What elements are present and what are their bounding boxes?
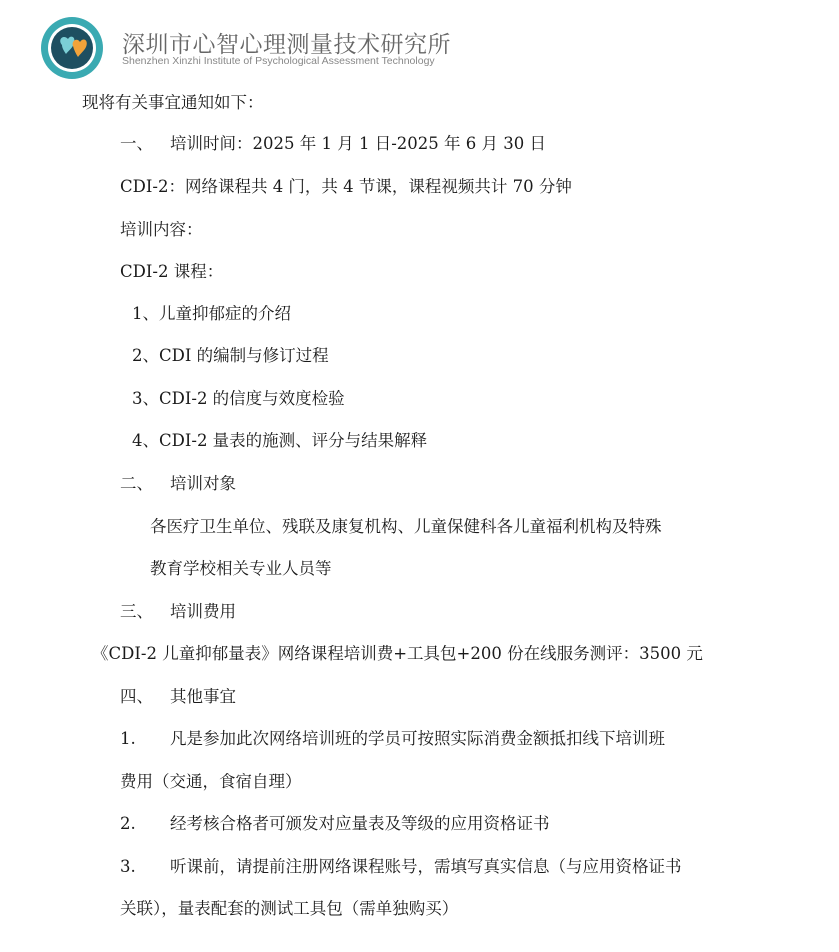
section-3-title: 培训费用 [170,602,236,621]
other-item-3-number: 3. [120,857,136,876]
section-4-heading [120,689,236,706]
other-item-2 [120,816,550,833]
section-4-number: 四、 [120,687,153,706]
other-item-1-line-2: 费用（交通，食宿自理） [120,772,302,791]
section-4-title: 其他事宜 [170,687,236,706]
fee-line: 《CDI-2 儿童抑郁量表》网络课程培训费+工具包+200 份在线服务测评：3500 元 [92,644,703,663]
institute-logo [40,16,104,80]
section-3-number: 三、 [120,602,153,621]
section-1-heading [120,136,546,153]
letterhead [40,16,640,82]
course-summary: CDI-2：网络课程共 4 门，共 4 节课，课程视频共计 70 分钟 [120,177,572,196]
other-item-3-line-1: 听课前，请提前注册网络课程账号，需填写真实信息（与应用资格证书 [170,857,682,876]
section-2-title: 培训对象 [170,474,236,493]
course-item-4: 4、CDI-2 量表的施测、评分与结果解释 [132,431,428,450]
section-2-heading [120,476,236,493]
other-item-3 [120,859,682,876]
other-item-1 [120,731,665,748]
other-item-3-line-2: 关联），量表配套的测试工具包（需单独购买） [120,899,459,918]
course-item-1: 1、儿童抑郁症的介绍 [132,304,291,323]
other-item-1-line-1: 凡是参加此次网络培训班的学员可按照实际消费金额抵扣线下培训班 [170,729,665,748]
intro-text: 现将有关事宜通知如下： [82,93,264,112]
other-item-1-number: 1. [120,729,136,748]
organization-name-cn: 深圳市心智心理测量技术研究所 [122,32,451,58]
section-1-title: 培训时间：2025 年 1 月 1 日-2025 年 6 月 30 日 [170,134,546,153]
content-label: 培训内容： [120,220,203,239]
section-2-number: 二、 [120,474,153,493]
organization-name-en: Shenzhen Xinzhi Institute of Psychological Assessment Technology [122,55,435,67]
other-item-2-number: 2. [120,814,136,833]
other-item-2-line-1: 经考核合格者可颁发对应量表及等级的应用资格证书 [170,814,550,833]
section-3-heading [120,604,236,621]
section-1-number: 一、 [120,134,153,153]
course-item-3: 3、CDI-2 的信度与效度检验 [132,389,345,408]
target-audience-line-2: 教育学校相关专业人员等 [150,559,332,578]
course-label: CDI-2 课程： [120,262,224,281]
target-audience-line-1: 各医疗卫生单位、残联及康复机构、儿童保健科各儿童福利机构及特殊 [150,517,662,536]
course-item-2: 2、CDI 的编制与修订过程 [132,346,329,365]
